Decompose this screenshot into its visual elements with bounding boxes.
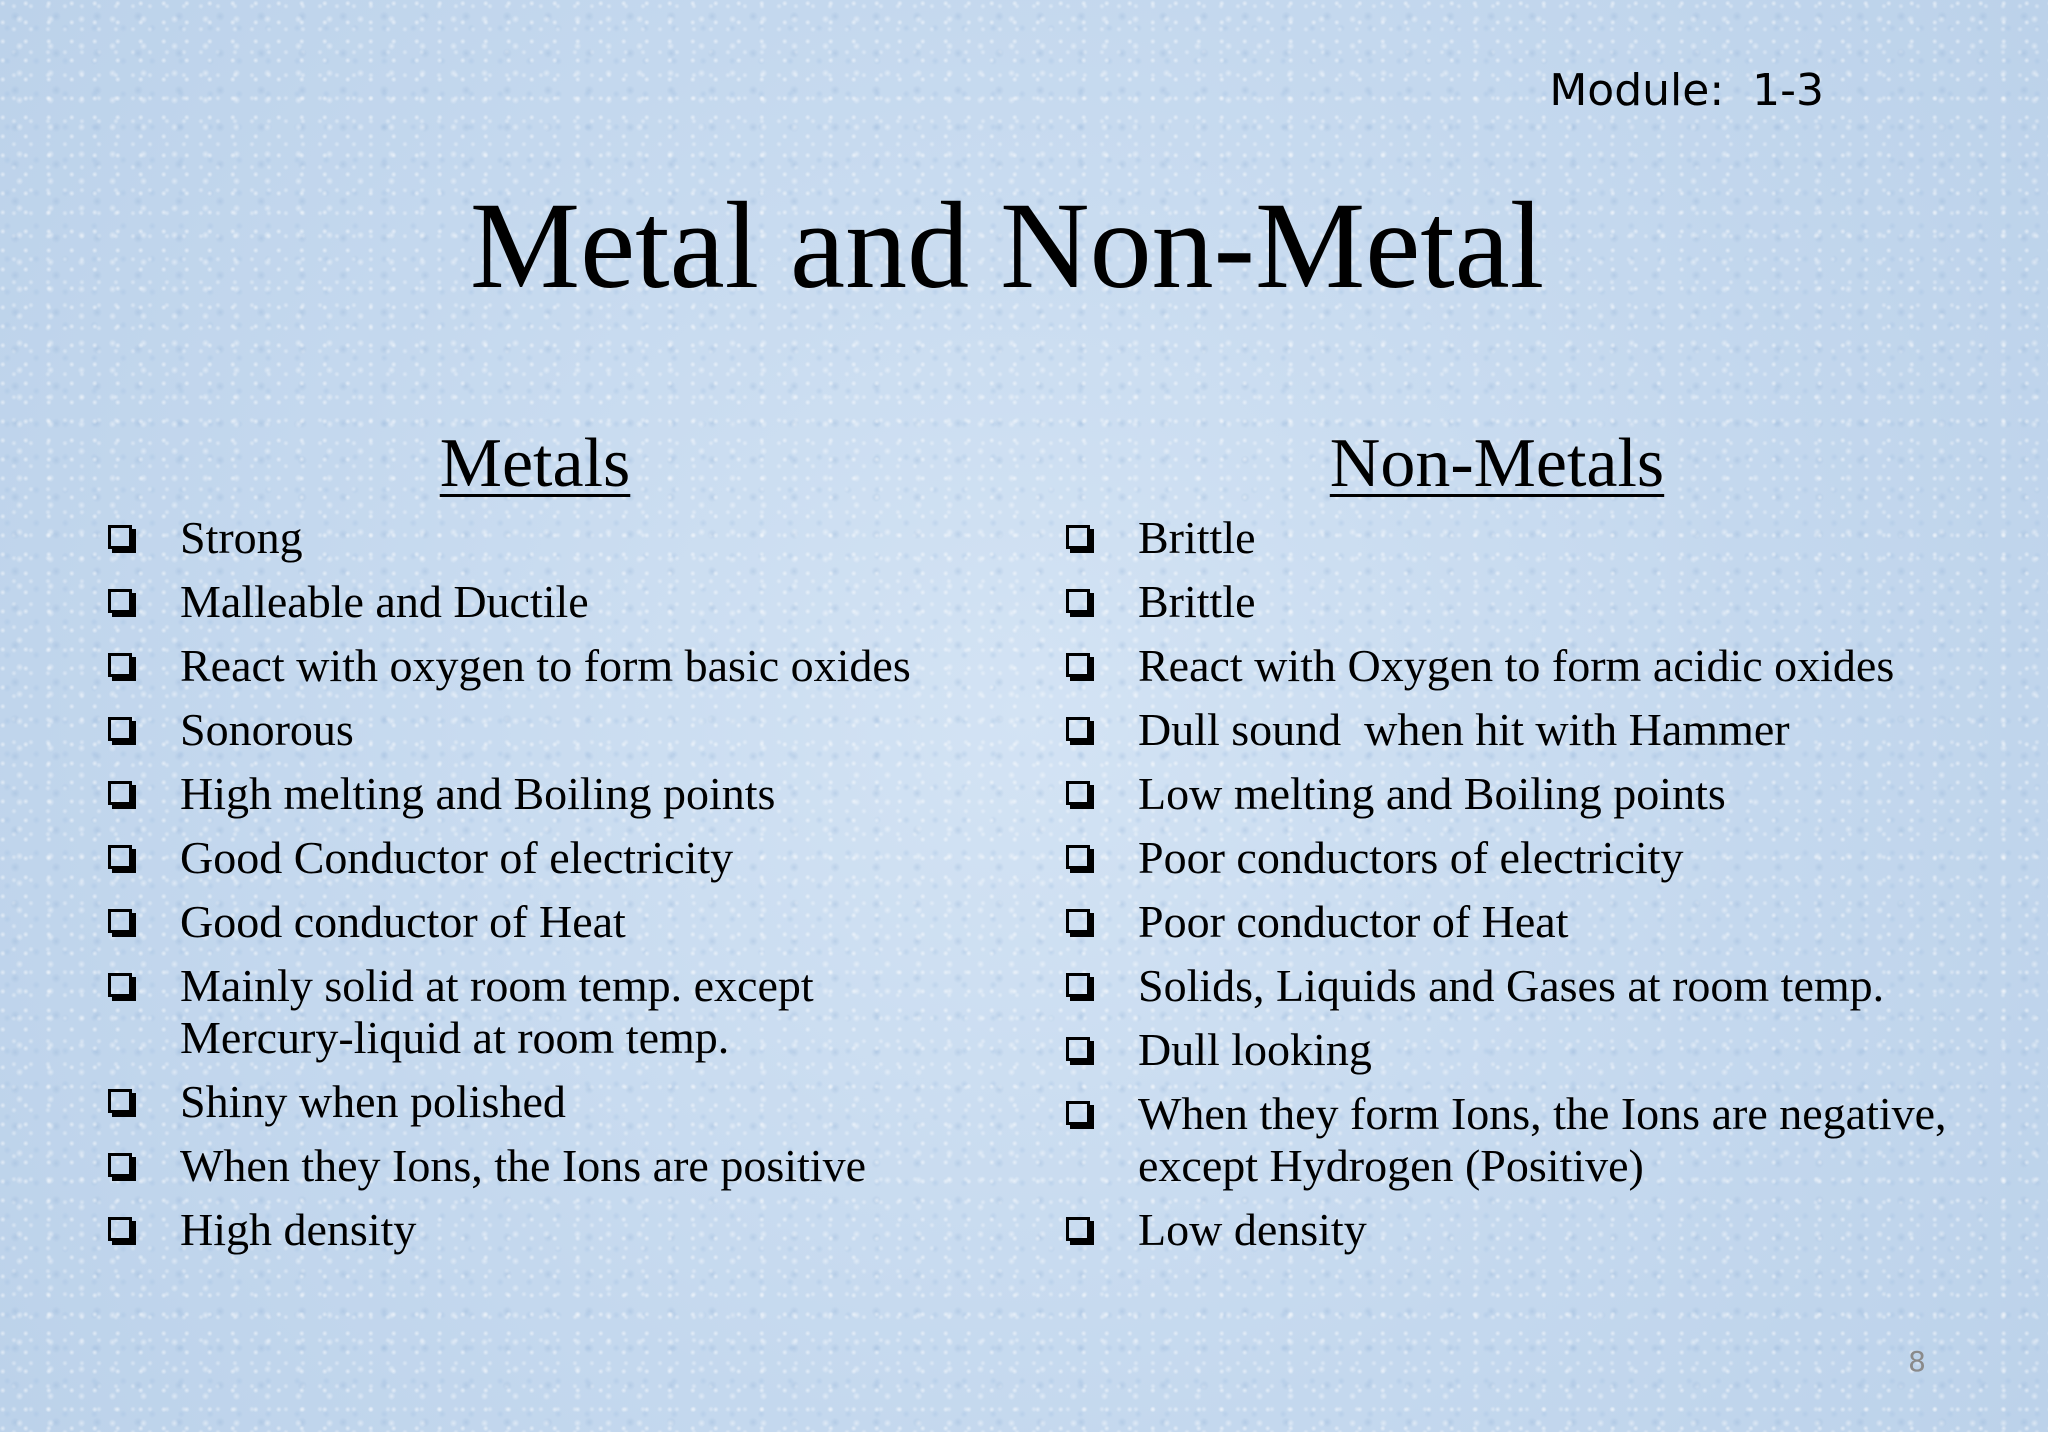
checkbox-square-icon	[108, 717, 132, 741]
checkbox-square-icon	[108, 781, 132, 805]
list-item	[1062, 1088, 1992, 1192]
item-text: Sonorous	[180, 704, 354, 755]
item-text: Brittle	[1138, 512, 1256, 563]
checkbox-square-icon	[1066, 717, 1090, 741]
checkbox-square-icon	[1066, 525, 1090, 549]
checkbox-square-icon	[108, 973, 132, 997]
item-text: Poor conductors of electricity	[1138, 832, 1684, 883]
item-text: High density	[180, 1204, 417, 1255]
item-text: Solids, Liquids and Gases at room temp.	[1138, 960, 1885, 1011]
list-item	[1062, 640, 1992, 692]
checkbox-square-icon	[108, 1217, 132, 1241]
list-item	[1062, 896, 1992, 948]
checkbox-square-icon	[108, 845, 132, 869]
list-item	[1062, 704, 1992, 756]
list-item	[1062, 576, 1992, 628]
checkbox-square-icon	[108, 1153, 132, 1177]
item-text: Low density	[1138, 1204, 1367, 1255]
checkbox-square-icon	[108, 525, 132, 549]
item-text: Shiny when polished	[180, 1076, 566, 1127]
item-text: Low melting and Boiling points	[1138, 768, 1726, 819]
metals-list	[104, 512, 984, 1256]
checkbox-square-icon	[1066, 1217, 1090, 1241]
metals-heading: Metals	[439, 425, 631, 502]
list-item	[104, 1204, 984, 1256]
slide-title: Metal and Non-Metal	[469, 177, 1545, 314]
list-item	[104, 704, 984, 756]
list-item	[104, 640, 984, 692]
checkbox-square-icon	[1066, 589, 1090, 613]
item-text: Strong	[180, 512, 303, 563]
list-item	[1062, 832, 1992, 884]
module-label: Module: 1-3	[1549, 65, 1824, 116]
page-number: 8	[1908, 1345, 1926, 1378]
list-item	[104, 768, 984, 820]
non-metals-heading: Non-Metals	[1329, 425, 1665, 502]
checkbox-square-icon	[1066, 1037, 1090, 1061]
checkbox-square-icon	[1066, 909, 1090, 933]
list-item	[104, 896, 984, 948]
item-text: Dull looking	[1138, 1024, 1372, 1075]
checkbox-square-icon	[1066, 653, 1090, 677]
list-item	[104, 512, 984, 564]
item-text: Dull sound when hit with Hammer	[1138, 704, 1790, 755]
checkbox-square-icon	[1066, 781, 1090, 805]
item-text: Good conductor of Heat	[180, 896, 626, 947]
list-item	[1062, 960, 1992, 1012]
checkbox-square-icon	[108, 589, 132, 613]
item-text: Poor conductor of Heat	[1138, 896, 1569, 947]
list-item	[1062, 512, 1992, 564]
list-item	[104, 960, 984, 1064]
list-item	[1062, 1024, 1992, 1076]
checkbox-square-icon	[1066, 973, 1090, 997]
list-item	[104, 832, 984, 884]
item-text: When they form Ions, the Ions are negative, except Hydrogen (Positive)	[1138, 1088, 1959, 1191]
non-metals-column	[1062, 420, 1992, 1268]
metals-column	[104, 420, 984, 1268]
item-text: Brittle	[1138, 576, 1256, 627]
item-text: React with Oxygen to form acidic oxides	[1138, 640, 1895, 691]
list-item	[1062, 768, 1992, 820]
checkbox-square-icon	[108, 653, 132, 677]
checkbox-square-icon	[1066, 845, 1090, 869]
list-item	[104, 1076, 984, 1128]
item-text: Malleable and Ductile	[180, 576, 589, 627]
item-text: Good Conductor of electricity	[180, 832, 734, 883]
item-text: Mainly solid at room temp. except Mercury-liquid at room temp.	[180, 960, 826, 1063]
checkbox-square-icon	[108, 1089, 132, 1113]
item-text: High melting and Boiling points	[180, 768, 776, 819]
list-item	[1062, 1204, 1992, 1256]
list-item	[104, 1140, 984, 1192]
item-text: When they Ions, the Ions are positive	[180, 1140, 866, 1191]
checkbox-square-icon	[1066, 1101, 1090, 1125]
checkbox-square-icon	[108, 909, 132, 933]
non-metals-list	[1062, 512, 1992, 1256]
item-text: React with oxygen to form basic oxides	[180, 640, 911, 691]
list-item	[104, 576, 984, 628]
